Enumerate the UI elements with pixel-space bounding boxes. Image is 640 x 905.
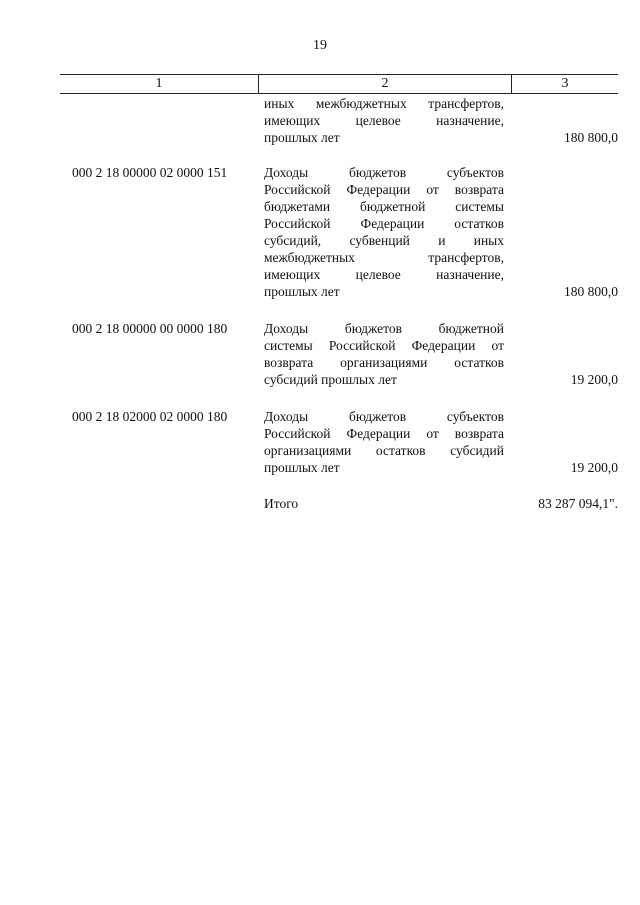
description-line: организациями остатков субсидий [264,443,504,458]
total-label-text: Итого [264,496,299,511]
page-number: 19 [313,38,327,53]
description-line: прошлых лет [264,284,340,299]
row-description [264,95,504,146]
row-amount: 19 200,0 [570,460,618,475]
header-col-2: 2 [259,75,512,93]
description-line: Доходы бюджетов субъектов [264,409,504,424]
row-amount: 19 200,0 [570,372,618,387]
total-amount: 83 287 094,1". [538,496,618,511]
description-line: Российской Федерации от возврата [264,182,504,197]
description-line: имеющих целевое назначение, [264,267,504,282]
row-code: 000 2 18 00000 02 0000 151 [72,165,228,180]
description-line: прошлых лет [264,460,340,475]
total-label [264,495,504,512]
description-line: прошлых лет [264,130,340,145]
row-description [264,164,504,300]
description-line: имеющих целевое назначение, [264,113,504,128]
description-line: Доходы бюджетов субъектов [264,165,504,180]
description-line: субсидий, субвенций и иных [264,233,504,248]
row-code: 000 2 18 02000 02 0000 180 [72,409,228,424]
description-line: Российской Федерации остатков [264,216,504,231]
description-line: системы Российской Федерации от [264,338,504,353]
description-line: субсидий прошлых лет [264,372,397,387]
table-header [60,74,618,94]
header-col-1: 1 [60,75,259,93]
row-code: 000 2 18 00000 00 0000 180 [72,321,228,336]
description-line: иных межбюджетных трансфертов, [264,96,504,111]
header-col-3: 3 [561,76,569,91]
row-description [264,320,504,388]
description-line: бюджетами бюджетной системы [264,199,504,214]
row-description [264,408,504,476]
row-amount: 180 800,0 [564,284,618,299]
description-line: межбюджетных трансфертов, [264,250,504,265]
description-line: возврата организациями остатков [264,355,504,370]
description-line: Российской Федерации от возврата [264,426,504,441]
description-line: Доходы бюджетов бюджетной [264,321,504,336]
row-amount: 180 800,0 [564,130,618,145]
